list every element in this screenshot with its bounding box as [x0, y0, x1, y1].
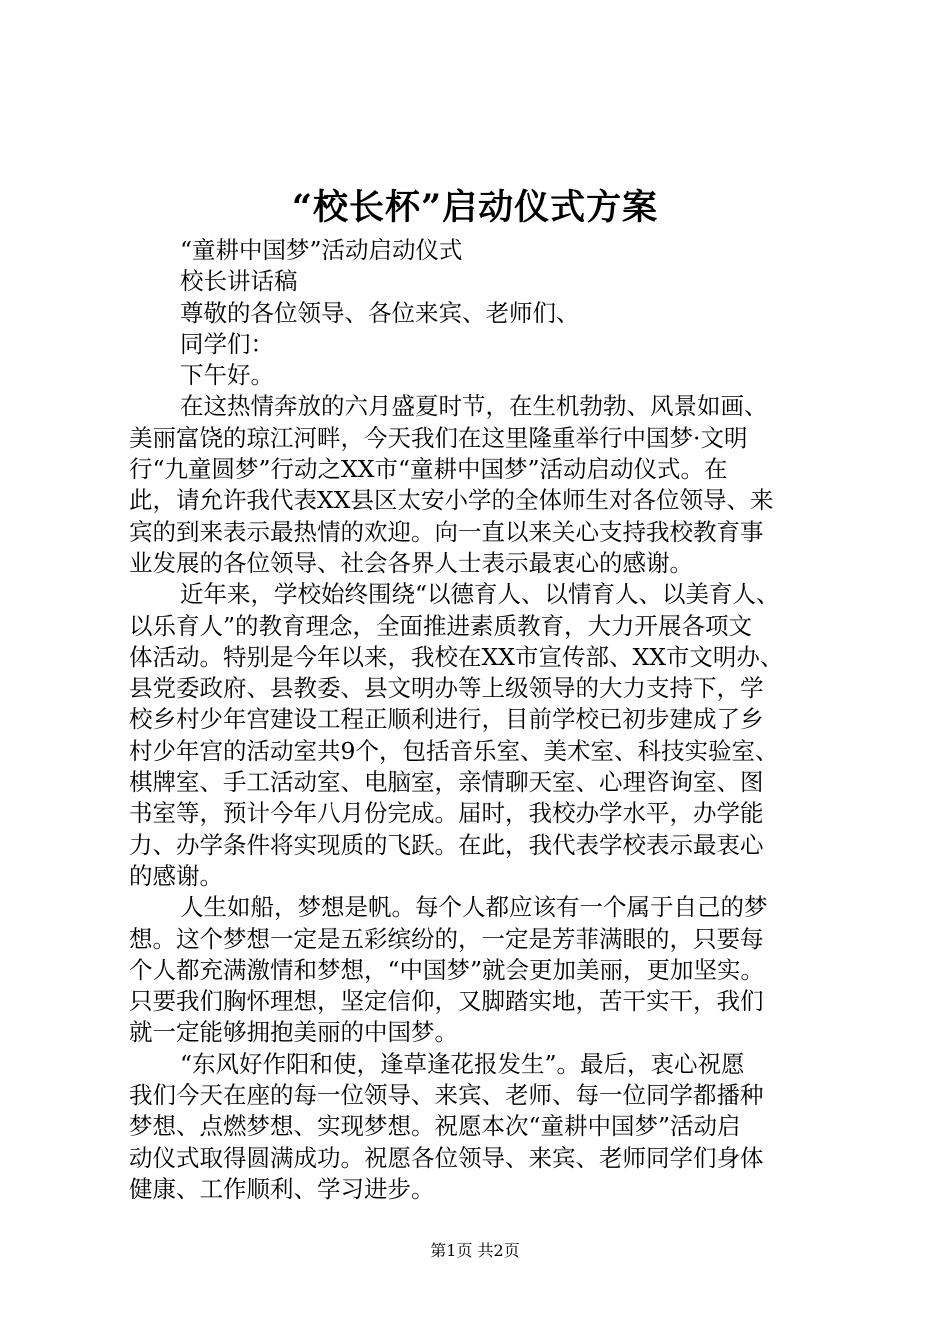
body-line: 近年来，学校始终围绕“以德育人、以情育人、以美育人、 [180, 580, 780, 609]
body-line: 美丽富饶的琼江河畔，今天我们在这里隆重举行中国梦·文明 [129, 423, 748, 452]
body-line: 校乡村少年宫建设工程正顺利进行，目前学校已初步建成了乡 [129, 705, 764, 734]
body-line: 书室等，预计今年八月份完成。届时，我校办学水平，办学能 [129, 799, 764, 828]
body-line: 动仪式取得圆满成功。祝愿各位领导、来宾、老师同学们身体 [129, 1143, 764, 1172]
document-title: “校长杯”启动仪式方案 [291, 187, 659, 228]
body-line: “东风好作阳和使，逢草逢花报发生”。最后，衷心祝愿 [180, 1049, 745, 1078]
body-line: 人生如船，梦想是帆。每个人都应该有一个属于自己的梦 [180, 893, 768, 922]
body-line: 我们今天在座的每一位领导、来宾、老师、每一位同学都播种 [129, 1081, 764, 1110]
body-line: 村少年宫的活动室共9个，包括音乐室、美术室、科技实验室、 [129, 736, 779, 765]
body-line: 体活动。特别是今年以来，我校在XX市宣传部、XX市文明办、 [129, 642, 784, 671]
body-line: 宾的到来表示最热情的欢迎。向一直以来关心支持我校教育事 [129, 517, 764, 546]
body-line: 同学们： [180, 329, 274, 358]
body-line: 梦想、点燃梦想、实现梦想。祝愿本次“童耕中国梦”活动启 [129, 1112, 741, 1141]
body-line: 行“九童圆梦”行动之XX市“童耕中国梦”活动启动仪式。在 [129, 455, 728, 484]
body-line: 校长讲话稿 [180, 267, 298, 296]
body-line: 以乐育人”的教育理念，全面推进素质教育，大力开展各项文 [129, 611, 753, 640]
body-line: 个人都充满激情和梦想，“中国梦”就会更加美丽，更加坚实。 [129, 955, 765, 984]
body-line: 健康、工作顺利、学习进步。 [129, 1174, 435, 1203]
body-line: 尊敬的各位领导、各位来宾、老师们、 [180, 298, 580, 327]
body-line: 此，请允许我代表XX县区太安小学的全体师生对各位领导、来 [129, 486, 774, 515]
body-line: 县党委政府、县教委、县文明办等上级领导的大力支持下，学 [129, 674, 764, 703]
body-line: 下午好。 [180, 361, 274, 390]
body-line: 业发展的各位领导、社会各界人士表示最衷心的感谢。 [129, 548, 693, 577]
body-line: “童耕中国梦”活动启动仪式 [180, 236, 463, 264]
body-line: 就一定能够拥抱美丽的中国梦。 [129, 1018, 458, 1047]
body-line: 在这热情奔放的六月盛夏时节，在生机勃勃、风景如画、 [180, 392, 768, 421]
body-line: 的感谢。 [129, 861, 223, 890]
body-line: 想。这个梦想一定是五彩缤纷的，一定是芳菲满眼的，只要每 [129, 924, 764, 953]
body-line: 只要我们胸怀理想，坚定信仰，又脚踏实地，苦干实干，我们 [129, 987, 764, 1016]
page-footer: 第1页 共2页 [430, 1241, 520, 1260]
body-line: 棋牌室、手工活动室、电脑室，亲情聊天室、心理咨询室、图 [129, 768, 764, 797]
document-body [129, 235, 831, 1205]
body-line: 力、办学条件将实现质的飞跃。在此，我代表学校表示最衷心 [129, 830, 764, 859]
